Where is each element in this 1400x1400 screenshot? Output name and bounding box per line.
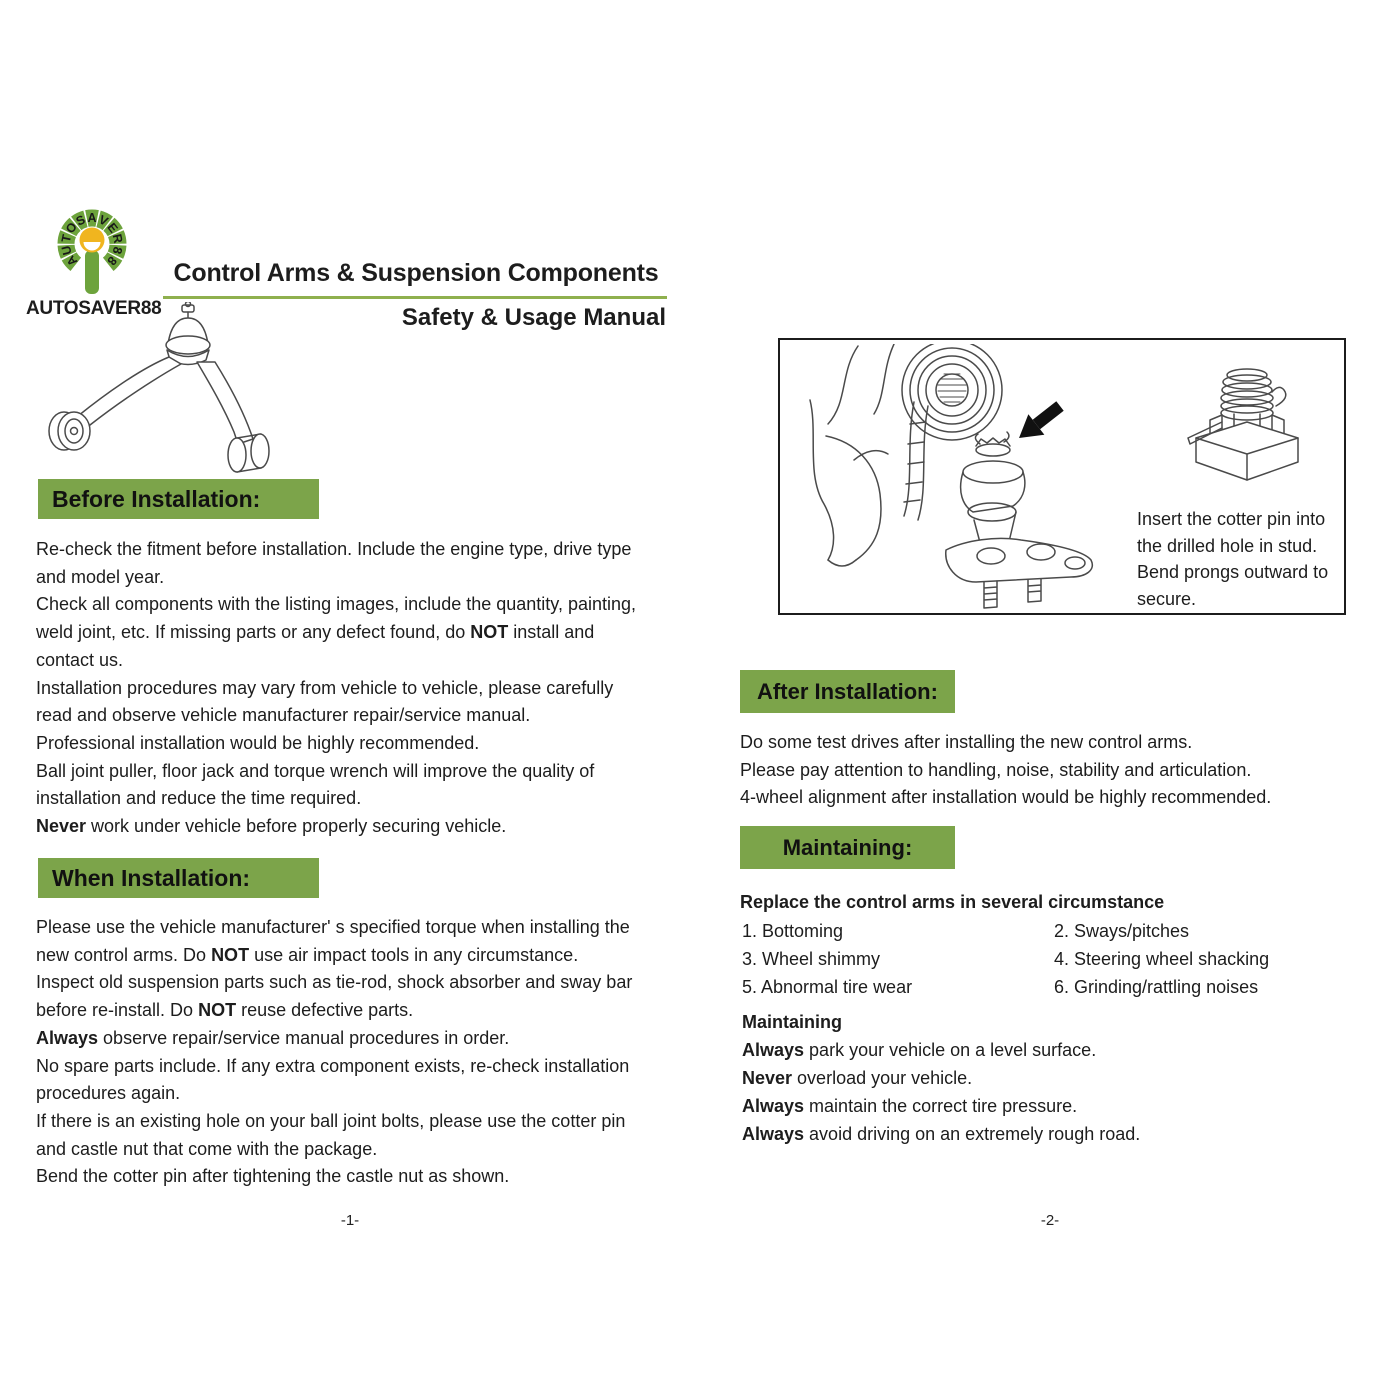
svg-text:R: R (109, 232, 126, 245)
after-installation-text: Do some test drives after installing the new control arms. Please pay attention to handling, noise, stability and articulation. 4-wheel alignment after installation would be highly recommended. (740, 732, 1272, 808)
symptom-item: 3. Wheel shimmy (742, 949, 881, 969)
autosaver88-logo-icon (24, 202, 160, 302)
symptom-item: 5. Abnormal tire wear (742, 977, 913, 997)
title-divider (163, 296, 667, 299)
doc-title: Control Arms & Suspension Components (173, 259, 659, 287)
svg-text:A: A (87, 211, 97, 225)
symptom-row (742, 973, 1302, 1001)
arrow-icon (1011, 396, 1068, 449)
symptom-row (742, 945, 1302, 973)
maintaining-tips-heading: Maintaining (742, 1012, 842, 1032)
page-number-1: -1- (340, 1212, 360, 1229)
logo-wordmark: AUTOSAVER88 (26, 298, 162, 319)
figure-caption: Insert the cotter pin into the drilled hole in stud. Bend prongs outward to secure. (1137, 509, 1329, 609)
symptom-list (742, 917, 1302, 1001)
svg-text:8: 8 (109, 245, 125, 256)
control-arm-illustration (40, 302, 272, 480)
svg-text:V: V (96, 212, 111, 229)
before-installation-text: Re-check the fitment before installation. Include the engine type, drive type and model year. Check all components with the listing images, include the quantity, painting, weld joint, etc. If missing parts or any defect found, do NOT install and contact us. Installation procedures may vary from vehicle to vehicle, please carefully read and observe vehicle manufacturer repair/service manual. Professional installation would be highly recommended. Ball joint puller, floor jack and torque wrench will improve the quality of installation and reduce the time required. Never work under vehicle before properly securing vehicle. (36, 539, 637, 837)
section-header-before-installation: Before Installation: (38, 479, 319, 519)
svg-text:A: A (63, 252, 81, 269)
svg-text:S: S (73, 212, 88, 229)
symptom-item: 1. Bottoming (742, 921, 844, 941)
replace-circumstances-heading: Replace the control arms in several circumstance (740, 892, 1165, 912)
svg-text:T: T (58, 233, 75, 244)
cotter-pin-figure (778, 338, 1346, 615)
page-number-2: -2- (1040, 1212, 1060, 1229)
svg-text:E: E (104, 220, 121, 236)
when-installation-text: Please use the vehicle manufacturer' s specified torque when installing the new control arms. Do NOT use air impact tools in any circumstance. Inspect old suspension parts such as tie-rod, shock absorber and sway bar before re-install. Do NOT reuse defective parts. Always observe repair/service manual procedures in order. No spare parts include. If any extra component exists, re-check installation procedures again. If there is an existing hole on your ball joint bolts, please use the cotter pin and castle nut that come with the package. Bend the cotter pin after tightening the castle nut as shown. (36, 917, 633, 1187)
maintaining-tips-text: Always park your vehicle on a level surface. Never overload your vehicle. Always maintain the correct tire pressure. Always avoid driving on an extremely rough road. (742, 1040, 1141, 1144)
symptom-item: 4. Steering wheel shacking (1054, 949, 1270, 969)
section-header-after-installation: After Installation: (740, 670, 955, 713)
section-header-maintaining: Maintaining: (740, 826, 955, 869)
doc-subtitle: Safety & Usage Manual (401, 304, 666, 331)
ball-joint-knuckle-illustration (794, 344, 1130, 610)
svg-text:8: 8 (104, 253, 120, 268)
svg-text:O: O (62, 219, 81, 237)
symptom-item: 2. Sways/pitches (1054, 921, 1190, 941)
symptom-item: 6. Grinding/rattling noises (1054, 977, 1259, 997)
symptom-row (742, 917, 1302, 945)
castle-nut-cotter-pin-illustration (1172, 362, 1322, 497)
svg-text:U: U (58, 244, 75, 257)
section-header-when-installation: When Installation: (38, 858, 319, 898)
